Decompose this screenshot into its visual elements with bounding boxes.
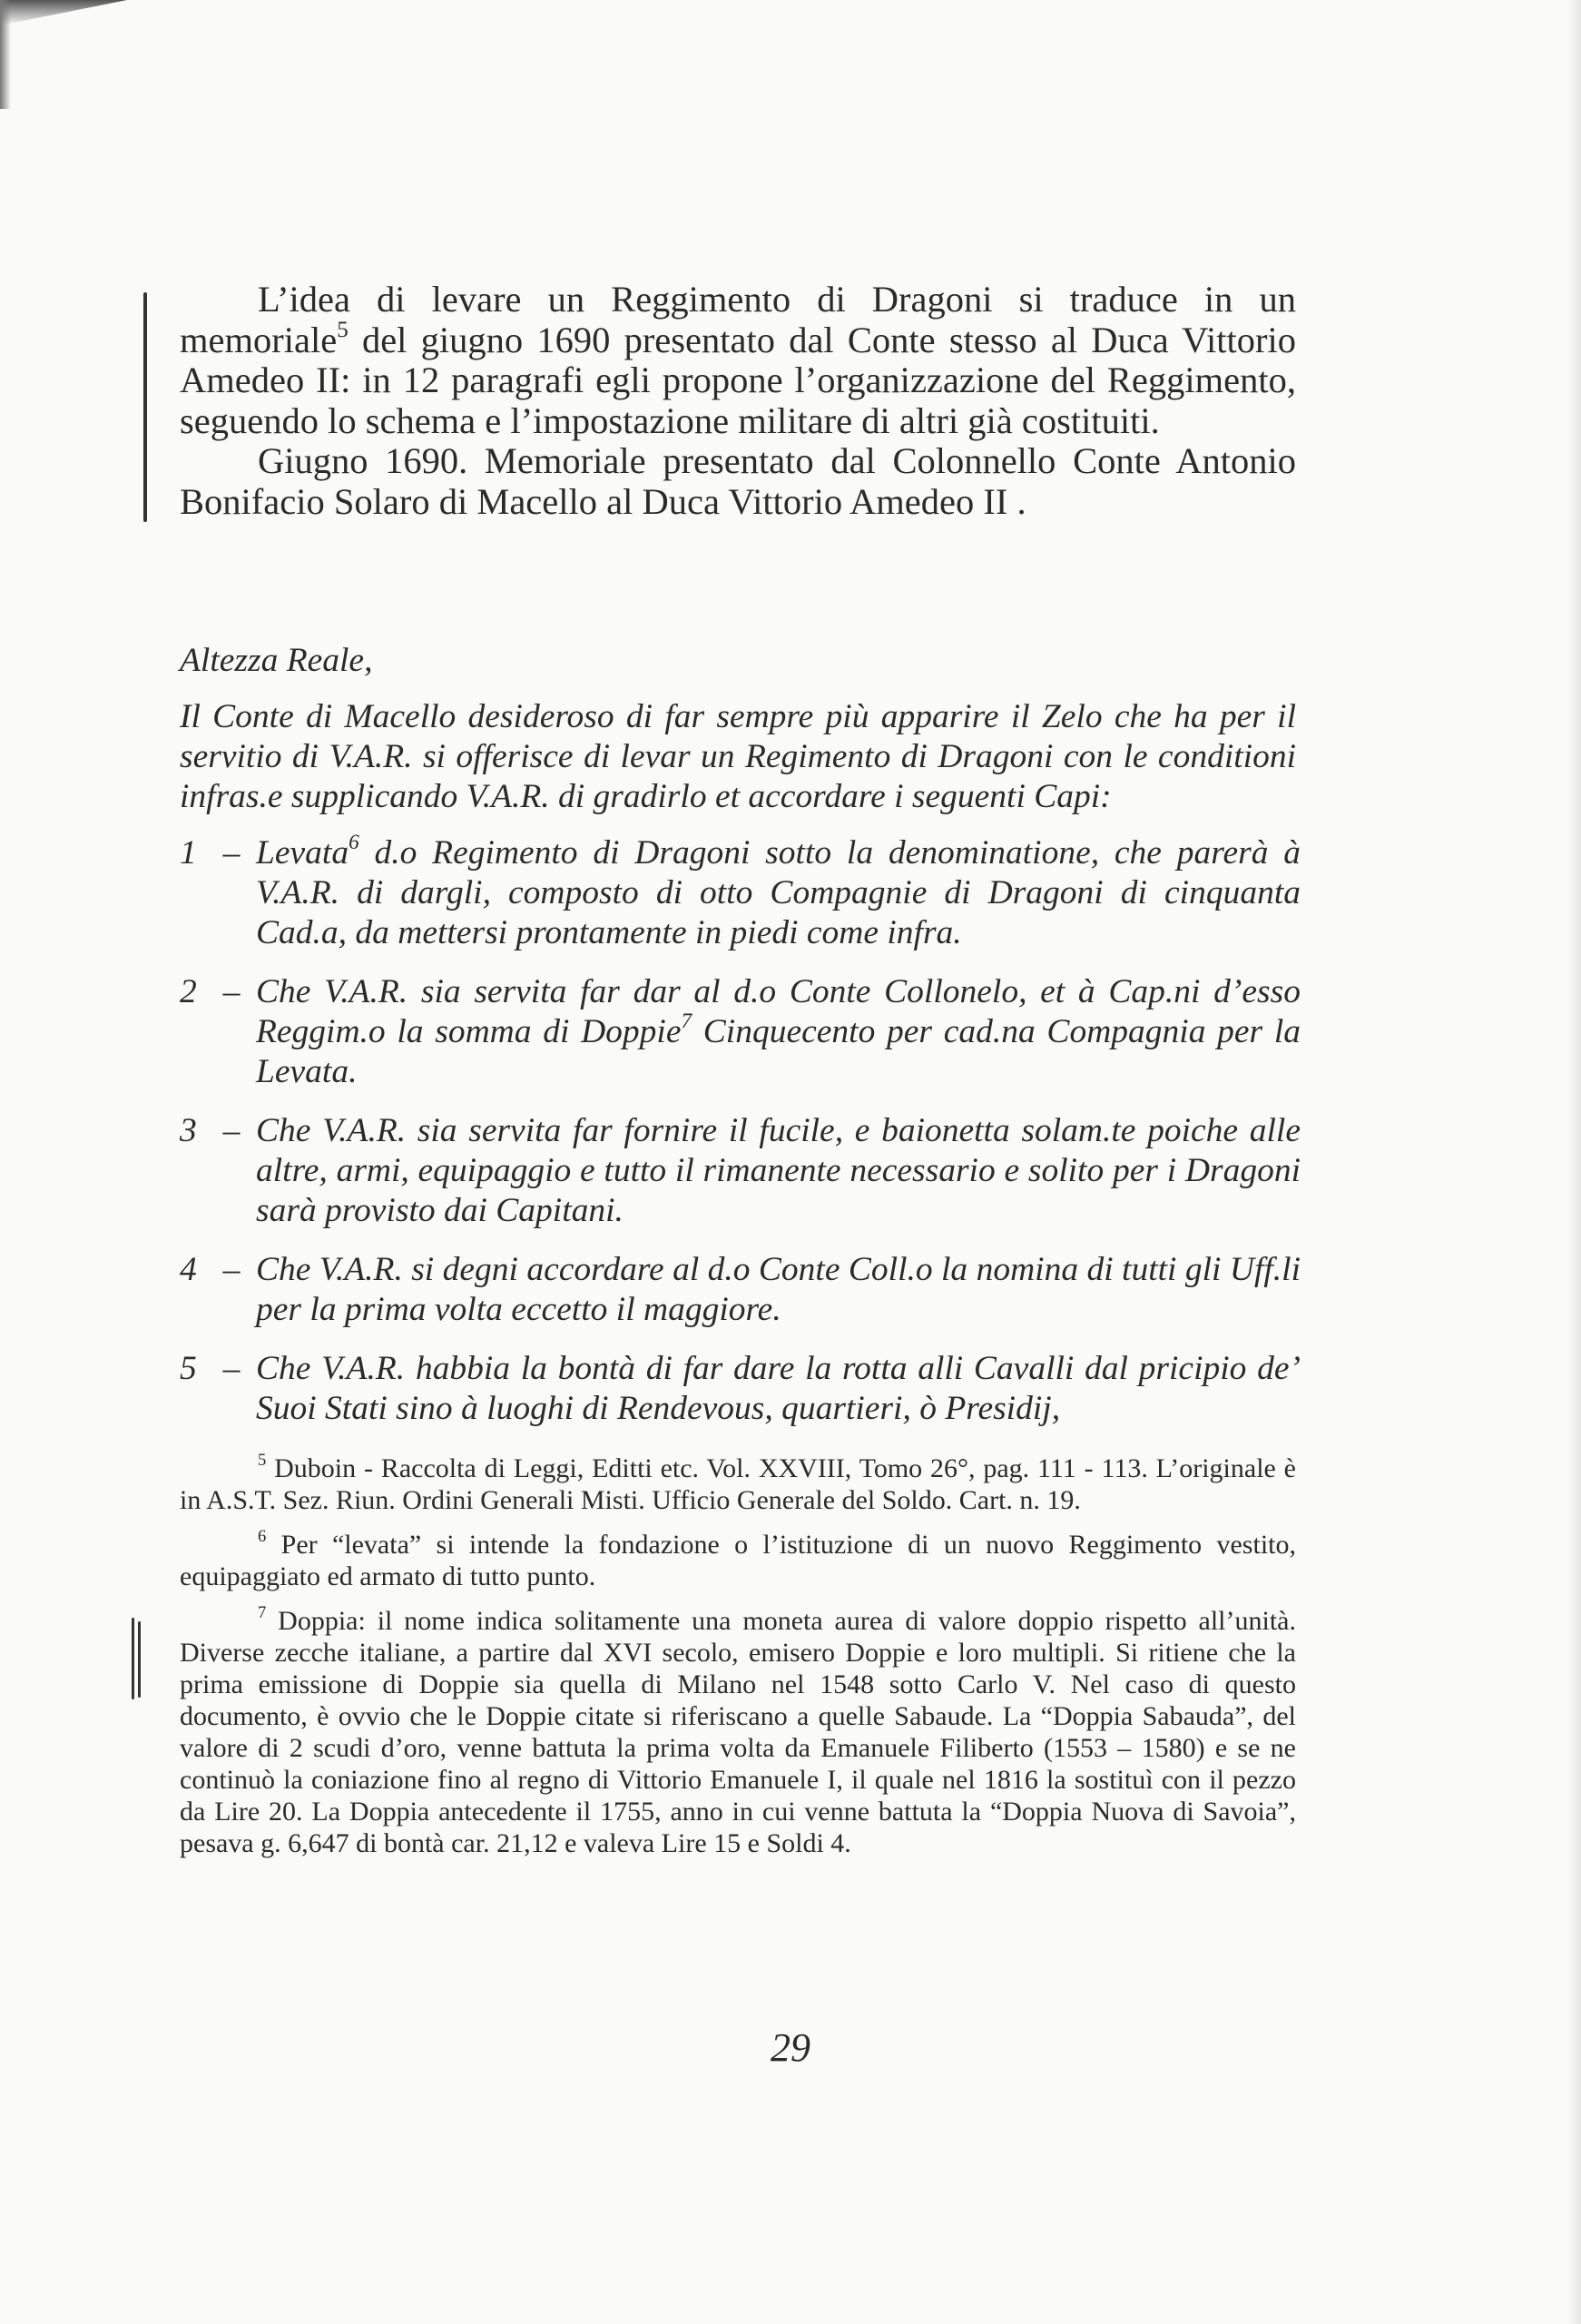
scan-corner-shadow [0, 0, 127, 25]
margin-mark-lower-2 [138, 1621, 141, 1698]
footnote-6: $^6$ Per “levata” si intende la fondazione o l’istituzione di un nuovo Reggimento vestito, equipaggiato ed armato di tutto punto. [180, 1527, 1296, 1591]
scan-edge-shadow [0, 0, 11, 109]
memorial-item: 5 – Che V.A.R. habbia la bontà di far dare la rotta alli Cavalli dal pricipio de’ Suoi Stati sino à luoghi di Rendevous, quartieri, ò Presidij, [180, 1350, 1301, 1427]
memorial-item: 4 – Che V.A.R. si degni accordare al d.o Conte Coll.o la nomina di tutti gli Uff.li per la prima volta eccetto il maggiore. [180, 1251, 1301, 1328]
paragraph-intro: L’idea di levare un Reggimento di Dragoni si traduce in un memoriale$^5$ del giugno 1690 presentato dal Conte stesso al Duca Vittorio Amedeo II: in 12 paragrafi egli propone l’organizzazione del Reggimento, seguendo lo schema e l’impostazione militare di altri già costituiti. [180, 279, 1296, 441]
page-number: 29 [771, 2025, 810, 2070]
memorial-item: 1 – Levata$^6$ d.o Regimento di Dragoni sotto la denominatione, che parerà à V.A.R. di dargli, composto di otto Compagnie di Dragoni di cinquanta Cad.a, da mettersi prontamente in piedi come infra. [180, 831, 1301, 951]
footnote-5: $^5$ Duboin - Raccolta di Leggi, Editti etc. Vol. XXVIII, Tomo 26°, pag. 111 - 113. L’originale è in A.S.T. Sez. Riun. Ordini Generali Misti. Ufficio Generale del Soldo. Cart. n. 19. [180, 1451, 1296, 1515]
memorial-salutation: Altezza Reale, [180, 642, 373, 679]
memorial-items [180, 833, 1301, 1448]
memorial-item: 3 – Che V.A.R. sia servita far fornire il fucile, e baionetta solam.te poiche alle altre, armi, equipaggio e tutto il rimanente necessario e solito per i Dragoni sarà provisto dai Capitani. [180, 1112, 1301, 1229]
margin-mark-lower-1 [132, 1618, 134, 1699]
page-edge [1568, 0, 1581, 2324]
margin-mark-tick [143, 292, 147, 301]
memorial-intro: Il Conte di Macello desideroso di far sempre più apparire il Zelo che ha per il servitio di V.A.R. si offerisce di levar un Regimento di Dragoni con le conditioni infras.e supplicando V.A.R. di gradirlo et accordare i seguenti Capi: [180, 698, 1296, 815]
memorial-item: 2 – Che V.A.R. sia servita far dar al d.o Conte Collonelo, et à Cap.ni d’esso Reggim.o la somma di Doppie$^7$ Cinquecento per cad.na Compagnia per la Levata. [180, 973, 1301, 1090]
margin-mark-upper [143, 300, 147, 522]
paragraph-memorial-title: Giugno 1690. Memoriale presentato dal Colonnello Conte Antonio Bonifacio Solaro di Macello al Duca Vittorio Amedeo II . [180, 440, 1296, 522]
footnotes [180, 1452, 1296, 1872]
footnote-7: $^7$ Doppia: il nome indica solitamente una moneta aurea di valore doppio rispetto all’unità. Diverse zecche italiane, a partire dal XVI secolo, emisero Doppie e loro multipli. Si ritiene che la prima emissione di Doppie sia quella di Milano nel 1548 sotto Carlo V. Nel caso di questo documento, è ovvio che le Doppie citate si riferiscano a quelle Sabaude. La “Doppia Sabauda”, del valore di 2 scudi d’oro, venne battuta la prima volta da Emanuele Filiberto (1553 – 1580) e se ne continuò la coniazione fino al regno di Vittorio Emanuele I, il quale nel 1816 la sostituì con il pezzo da Lire 20. La Doppia antecedente il 1755, anno in cui venne battuta la “Doppia Nuova di Savoia”, pesava g. 6,647 di bontà car. 21,12 e valeva Lire 15 e Soldi 4. [180, 1603, 1296, 1858]
body-text [180, 280, 1296, 522]
